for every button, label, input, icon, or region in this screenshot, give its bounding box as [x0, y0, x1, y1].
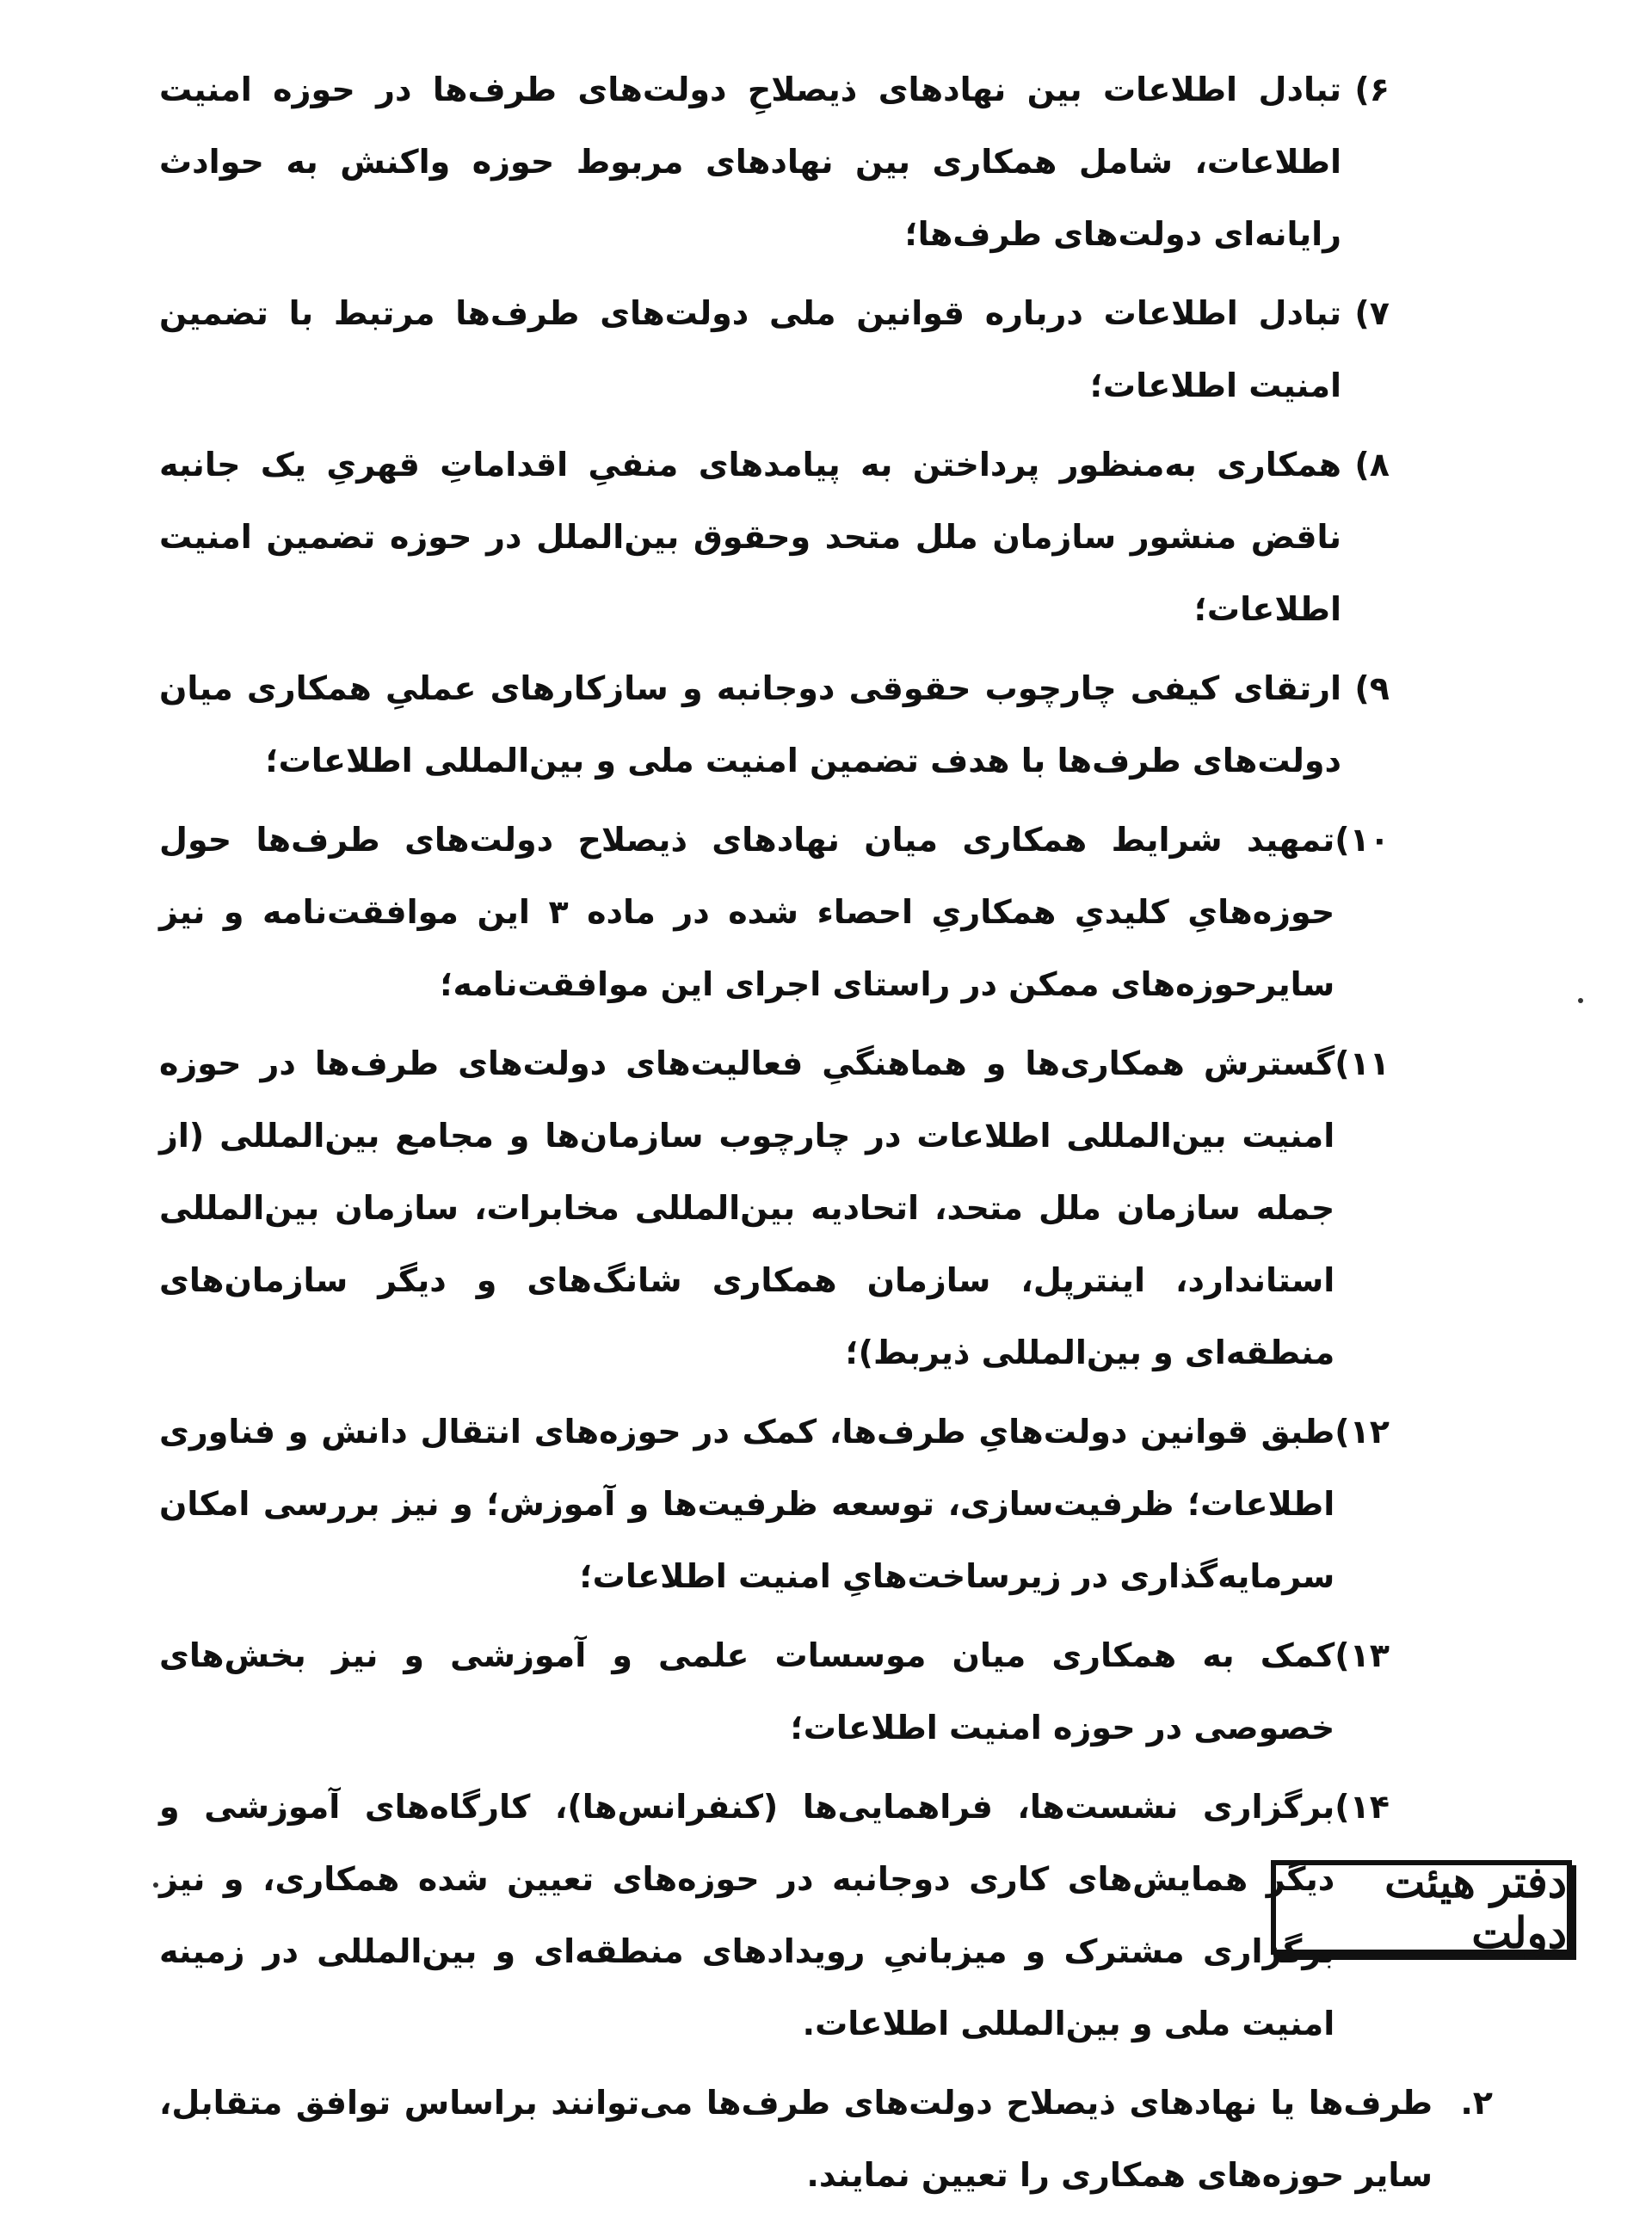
list-item-7 — [159, 277, 1390, 422]
list-item-9 — [159, 652, 1390, 797]
item-text: برگزاری نشست‌ها، فراهمایی‌ها (کنفرانس‌ها)، کارگاه‌های آموزشی و دیگر همایش‌های کاری دوجانبه در حوزه‌های تعیین شده همکاری، و نیز برگزاری مشترک و میزبانیِ رویدادهای منطقه‌ای و بین‌المللی در زمینه امنیت ملی و بین‌المللی اطلاعات. — [159, 1788, 1335, 2042]
list-item-12 — [159, 1395, 1390, 1612]
item-text: همکاری به‌منظور پرداختن به پیامدهای منفیِ اقداماتِ قهریِ یک جانبه ناقض منشور سازمان ملل متحد وحقوق بین‌الملل در حوزه تضمین امنیت اطلاعات؛ — [159, 446, 1341, 628]
item-text: گسترش همکاری‌ها و هماهنگیِ فعالیت‌های دولت‌های طرف‌ها در حوزه امنیت بین‌المللی اطلاعات در چارچوب سازمان‌ها و مجامع بین‌المللی (از جمله سازمان ملل متحد، اتحادیه بین‌المللی مخابرات، سازمان بین‌المللی استاندارد، اینترپل، سازمان همکاری شانگ‌های و دیگر سازمان‌های منطقه‌ای و بین‌المللی ذیربط)؛ — [159, 1044, 1335, 1371]
list-item-11 — [159, 1027, 1390, 1389]
item-text: تبادل اطلاعات بین نهادهای ذیصلاحِ دولت‌های طرف‌ها در حوزه امنیت اطلاعات، شامل همکاری بین نهادهای مربوط حوزه واکنش به حوادث رایانه‌ای دولت‌های طرف‌ها؛ — [159, 71, 1341, 253]
item-text: کمک به همکاری میان موسسات علمی و آموزشی و نیز بخش‌های خصوصی در حوزه امنیت اطلاعات؛ — [159, 1636, 1335, 1747]
item-text: ارتقای کیفی چارچوب حقوقی دوجانبه و سازکارهای عملیِ همکاری میان دولت‌های طرف‌ها با هدف تضمین امنیت ملی و بین‌المللی اطلاعات؛ — [159, 669, 1341, 779]
item-number: ۱۳) — [1335, 1636, 1390, 1674]
item-number: ۱۲) — [1335, 1413, 1390, 1451]
list-item-8 — [159, 428, 1390, 645]
item-number: ۷) — [1354, 294, 1390, 332]
item-number: ۱۴) — [1335, 1788, 1390, 1826]
item-number: ۹) — [1354, 669, 1390, 707]
item-number: ۱۱) — [1335, 1044, 1390, 1082]
scan-speck — [153, 1882, 158, 1888]
list-item-14 — [159, 1771, 1390, 2060]
list-item-6 — [159, 53, 1390, 270]
item-number: ۶) — [1354, 71, 1390, 108]
list-item-10 — [159, 804, 1390, 1020]
list-item-13 — [159, 1619, 1390, 1764]
item-text: تبادل اطلاعات درباره قوانین ملی دولت‌های طرف‌ها مرتبط با تضمین امنیت اطلاعات؛ — [159, 294, 1341, 404]
item-text: تمهید شرایط همکاری میان نهادهای ذیصلاح دولت‌های طرف‌ها حول حوزه‌هایِ کلیدیِ همکاریِ احصاء شده در ماده ۳ این موافقت‌نامه و نیز سایرحوزه‌های ممکن در راستای اجرای این موافقت‌نامه؛ — [159, 821, 1335, 1003]
main-item-2 — [159, 2067, 1493, 2211]
item-number: ۸) — [1354, 446, 1390, 484]
item-number: ۲. — [1460, 2084, 1493, 2122]
item-text: طرف‌ها یا نهادهای ذیصلاح دولت‌های طرف‌ها می‌توانند براساس توافق متقابل، سایر حوزه‌های همکاری را تعیین نمایند. — [159, 2084, 1433, 2194]
office-stamp: دفتر هیئت دولت — [1271, 1860, 1572, 1955]
scan-speck — [1578, 998, 1583, 1003]
item-text: طبق قوانین دولت‌هایِ طرف‌ها، کمک در حوزه‌های انتقال دانش و فناوری اطلاعات؛ ظرفیت‌سازی، توسعه ظرفیت‌ها و آموزش؛ و نیز بررسی امکان سرمایه‌گذاری در زیرساخت‌هایِ امنیت اطلاعات؛ — [159, 1413, 1335, 1595]
item-number: ۱۰) — [1335, 821, 1390, 859]
